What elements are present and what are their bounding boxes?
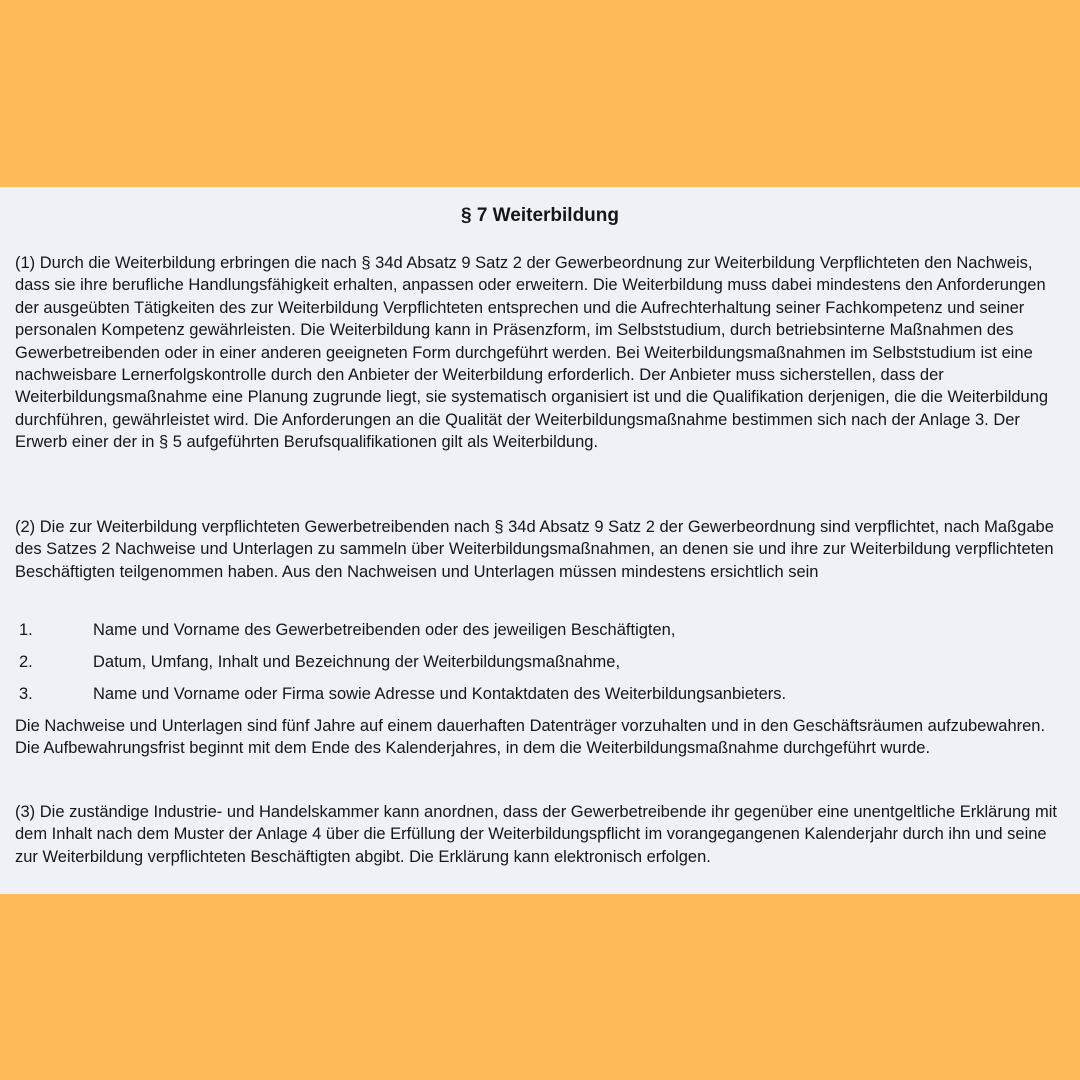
list-item-text: Datum, Umfang, Inhalt und Bezeichnung der Weiterbildungsmaßnahme, bbox=[93, 653, 621, 671]
list-item-number: 1. bbox=[19, 621, 33, 639]
paragraph-1: (1) Durch die Weiterbildung erbringen die nach § 34d Absatz 9 Satz 2 der Gewerbeordnung zur Weiterbildung Verpflichteten den Nachweis, dass sie ihre berufliche Handlungsfähigkeit erhalten, anpassen oder erweitern. Die Weiterbildung muss dabei mindestens den Anforderungen der ausgeübten Tätigkeiten des zur Weiterbildung Verpflichteten entsprechen und die Aufrechterhaltung seiner Fachkompetenz und seiner personalen Kompetenz gewährleisten. Die Weiterbildung kann in Präsenzform, im Selbststudium, durch betriebsinterne Maßnahmen des Gewerbetreibenden oder in einer anderen geeigneten Form durchgeführt werden. Bei Weiterbildungsmaßnahmen im Selbststudium ist eine nachweisbare Lernerfolgskontrolle durch den Anbieter der Weiterbildung erforderlich. Der Anbieter muss sicherstellen, dass der Weiterbildungsmaßnahme eine Planung zugrunde liegt, sie systematisch organisiert ist und die Qualifikation derjenigen, die die Weiterbildung durchführen, gewährleistet wird. Die Anforderungen an die Qualität der Weiterbildungsmaßnahme bestimmen sich nach der Anlage 3. Der Erwerb einer der in § 5 aufgeführten Berufsqualifikationen gilt als Weiterbildung. bbox=[15, 254, 1049, 452]
list-item-number: 3. bbox=[19, 685, 33, 703]
list-item-text: Name und Vorname oder Firma sowie Adresse und Kontaktdaten des Weiterbildungsanbieters. bbox=[93, 685, 787, 703]
paragraph-3: (3) Die zuständige Industrie- und Handelskammer kann anordnen, dass der Gewerbetreibende ihr gegenüber eine unentgeltliche Erklärung mit dem Inhalt nach dem Muster der Anlage 4 über die Erfüllung der Weiterbildungspflicht im vorangegangenen Kalenderjahr durch ihn und seine zur Weiterbildung verpflichteten Beschäftigten abgibt. Die Erklärung kann elektronisch erfolgen. bbox=[15, 803, 1057, 866]
document-title: § 7 Weiterbildung bbox=[460, 205, 619, 226]
list-item-text: Name und Vorname des Gewerbetreibenden oder des jeweiligen Beschäftigten, bbox=[93, 621, 676, 639]
paragraph-2: (2) Die zur Weiterbildung verpflichteten Gewerbetreibenden nach § 34d Absatz 9 Satz 2 der Gewerbeordnung sind verpflichtet, nach Maßgabe des Satzes 2 Nachweise und Unterlagen zu sammeln über Weiterbildungsmaßnahmen, an denen sie und ihre zur Weiterbildung verpflichteten Beschäftigten teilgenommen haben. Aus den Nachweisen und Unterlagen müssen mindestens ersichtlich sein bbox=[15, 518, 1054, 581]
paragraph-2-continued: Die Nachweise und Unterlagen sind fünf Jahre auf einem dauerhaften Datenträger vorzuhalten und in den Geschäftsräumen aufzubewahren. Die Aufbewahrungsfrist beginnt mit dem Ende des Kalenderjahres, in dem die Weiterbildungsmaßnahme durchgeführt wurde. bbox=[15, 717, 1046, 758]
document-panel bbox=[0, 187, 1080, 894]
list-item-number: 2. bbox=[19, 653, 33, 671]
